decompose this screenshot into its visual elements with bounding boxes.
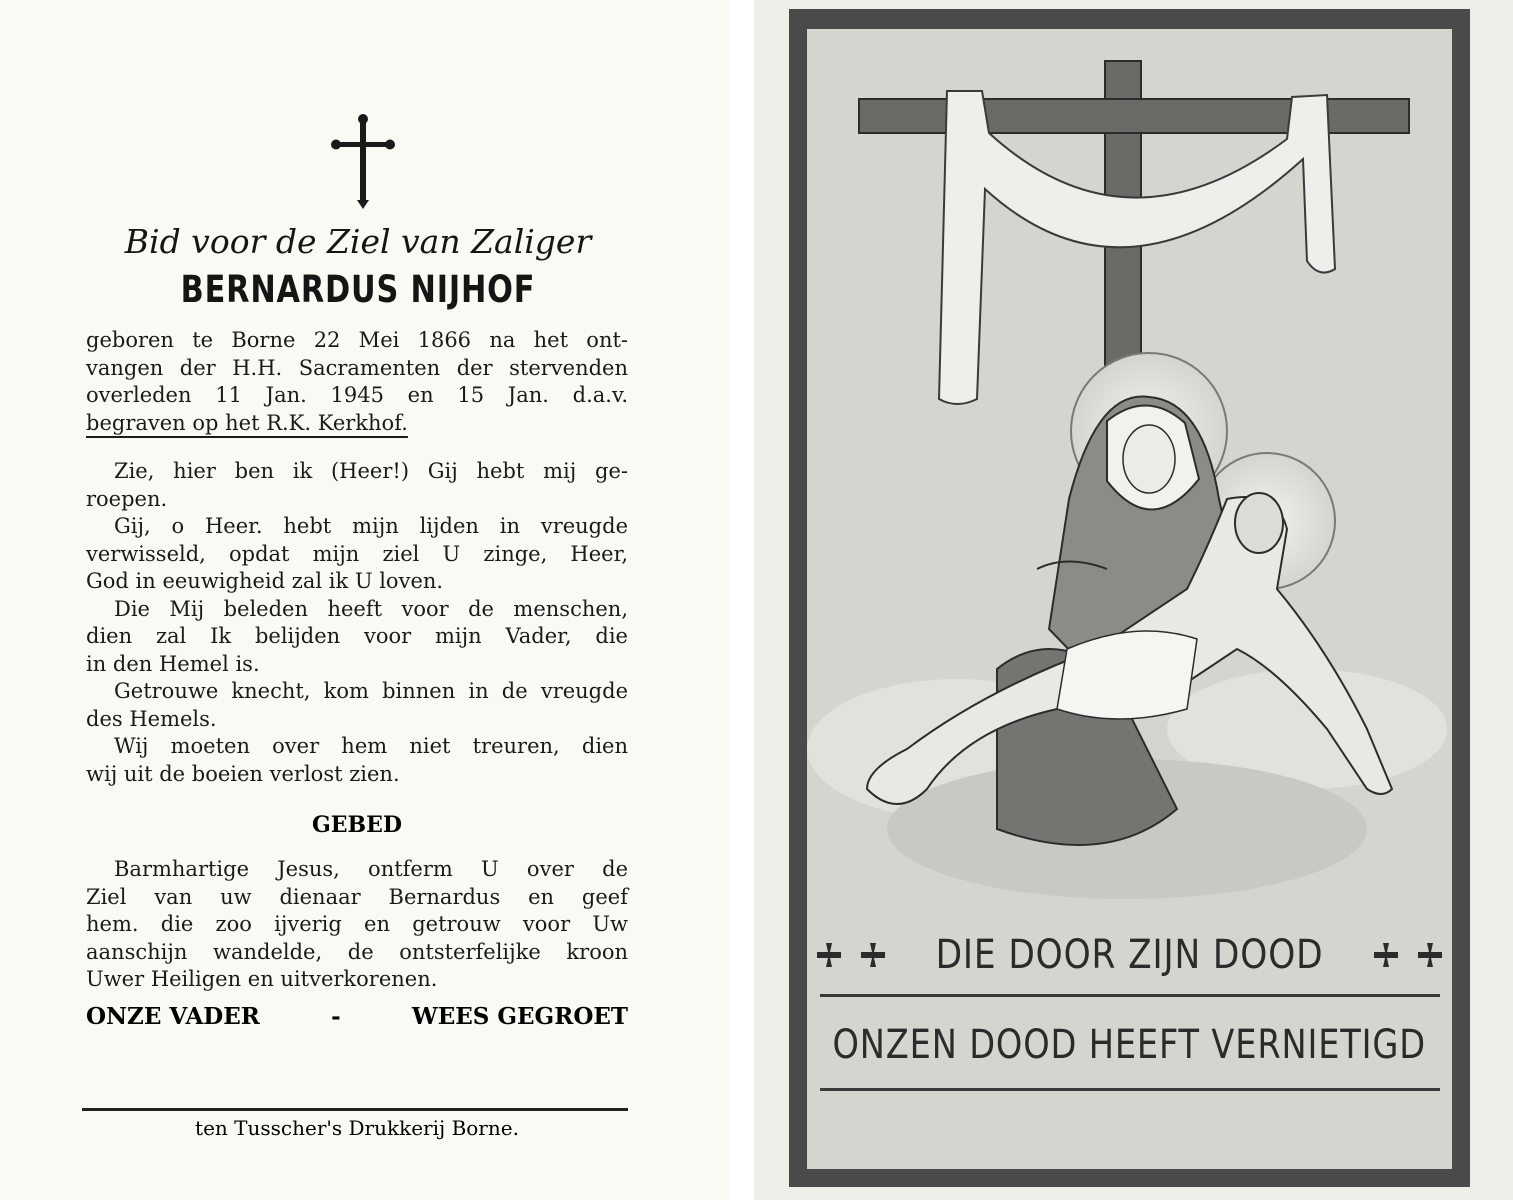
caption-top: DIE DOOR ZIJN DOOD xyxy=(935,932,1324,978)
birth-death-details xyxy=(86,327,628,437)
caption-bottom: ONZEN DOOD HEEFT VERNIETIGD xyxy=(832,1022,1427,1068)
verse-line: Gij, o Heer. hebt mijn lijden in vreugde xyxy=(114,514,628,538)
hail-mary: WEES GEGROET xyxy=(411,1003,628,1030)
verse-line: wij uit de boeien verlost zien. xyxy=(86,761,400,786)
caption-bottom-row xyxy=(807,1010,1452,1080)
verse-line: God in eeuwigheid zal ik U loven. xyxy=(86,569,444,593)
scripture-verses xyxy=(86,458,628,788)
verse-line: verwisseld, opdat mijn ziel U zinge, Heer, xyxy=(86,541,628,566)
verse xyxy=(86,596,628,679)
verse xyxy=(86,733,628,788)
verse xyxy=(86,678,628,733)
prayer-title: GEBED xyxy=(312,812,402,838)
closing-prayers xyxy=(86,1003,628,1030)
verse-line: Wij moeten over hem niet treuren, dien xyxy=(114,734,628,758)
our-father: ONZE VADER xyxy=(86,1003,260,1030)
verse xyxy=(86,513,628,596)
deceased-name: BERNARDUS NIJHOF xyxy=(180,268,536,311)
prayer-heading: Bid voor de Ziel van Zaliger xyxy=(124,222,592,261)
verse-line: Getrouwe knecht, kom binnen in de vreugde xyxy=(114,679,628,703)
verse-line: in den Hemel is. xyxy=(86,651,260,676)
verse-line: dien zal Ik belijden voor mijn Vader, die xyxy=(86,624,628,648)
prayer-line: hem. die zoo ijverig en getrouw voor Uw xyxy=(86,912,628,936)
card-fold-gap xyxy=(730,0,754,1200)
verse xyxy=(86,458,628,513)
cross-pattee-icon xyxy=(816,942,842,968)
verse-line: roepen. xyxy=(86,486,168,511)
birth-line: vangen der H.H. Sacramenten der stervenden xyxy=(86,355,628,380)
pieta-illustration xyxy=(807,29,1452,929)
cross-pattee-icon xyxy=(1417,942,1443,968)
cross-pattee-icon xyxy=(860,942,886,968)
verse-line: Zie, hier ben ik (Heer!) Gij hebt mij ge- xyxy=(114,459,628,483)
caption-divider-top xyxy=(820,994,1440,997)
burial-line: begraven op het R.K. Kerkhof. xyxy=(86,410,408,435)
verse-line: Die Mij beleden heeft voor de menschen, xyxy=(114,596,628,621)
prayer-line: Uwer Heiligen en uitverkorenen. xyxy=(86,967,438,991)
caption-divider-bottom xyxy=(820,1088,1440,1091)
printer-credit: ten Tusscher's Drukkerij Borne. xyxy=(195,1116,519,1140)
birth-line: geboren te Borne 22 Mei 1866 na het ont- xyxy=(86,328,628,352)
verse-line: des Hemels. xyxy=(86,706,217,731)
prayer-text xyxy=(86,856,628,994)
cross-pattee-icon xyxy=(1373,942,1399,968)
birth-line: overleden 11 Jan. 1945 en 15 Jan. d.a.v. xyxy=(86,383,628,407)
closing-dash: - xyxy=(331,1003,341,1030)
prayer-line: Barmhartige Jesus, ontferm U over de xyxy=(114,857,628,881)
prayer-line: aanschijn wandelde, de ontsterfelijke kroon xyxy=(86,939,628,964)
printer-divider xyxy=(82,1108,628,1111)
prayer-line: Ziel van uw dienaar Bernardus en geef xyxy=(86,884,628,909)
caption-top-row xyxy=(807,922,1452,988)
cross-icon xyxy=(330,112,396,210)
